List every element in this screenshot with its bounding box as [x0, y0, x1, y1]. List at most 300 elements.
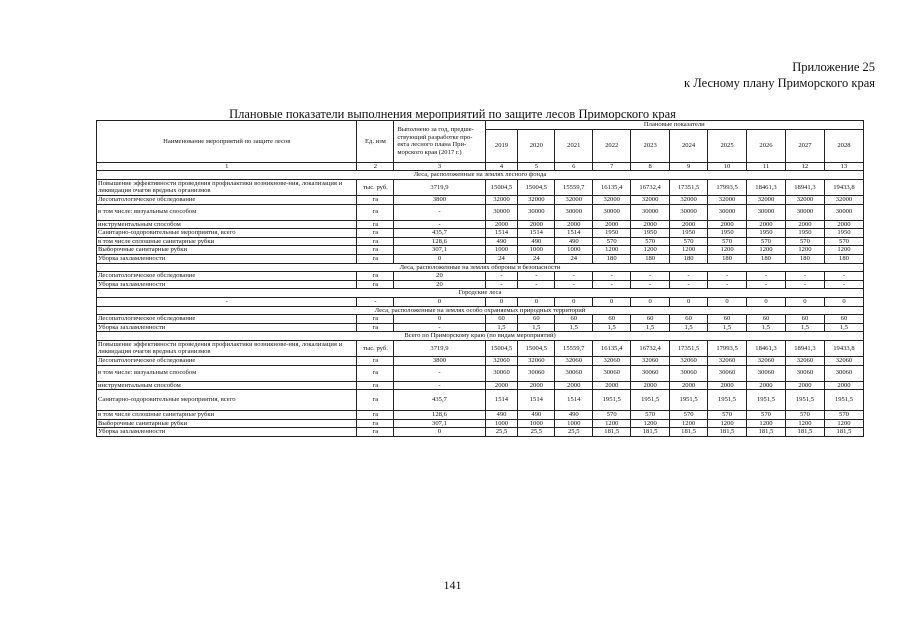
value-cell: 17993,5 — [708, 179, 747, 195]
section-row — [97, 332, 864, 341]
value-cell: 490 — [518, 237, 555, 246]
table-row — [97, 381, 864, 390]
value-cell: 25,5 — [518, 428, 555, 437]
measure-name: Лесопатологическое обследование — [97, 272, 357, 281]
value-cell: 1200 — [631, 419, 670, 428]
value-cell: 570 — [747, 237, 786, 246]
value-cell: 2000 — [824, 381, 863, 390]
value-cell: 60 — [555, 315, 593, 324]
table-row — [97, 229, 864, 238]
value-cell: 1200 — [747, 246, 786, 255]
value-cell: 30060 — [747, 365, 786, 381]
value-cell: 1000 — [555, 246, 593, 255]
value-cell: - — [555, 280, 593, 289]
value-cell: 2000 — [785, 381, 824, 390]
column-number: 1 — [97, 162, 357, 171]
value-cell: 32060 — [708, 357, 747, 366]
value-cell: 1200 — [747, 419, 786, 428]
table-row — [97, 428, 864, 437]
section-row — [97, 289, 864, 298]
header-name: Наименование мероприятий по защите лесов — [97, 121, 357, 163]
value-cell: 435,7 — [394, 390, 485, 411]
value-cell: 32000 — [670, 195, 708, 204]
column-number: 4 — [485, 162, 518, 171]
value-cell: 1,5 — [518, 323, 555, 332]
value-cell: 307,1 — [394, 246, 485, 255]
unit-cell: га — [357, 254, 394, 263]
value-cell: 181,5 — [824, 428, 863, 437]
table-row — [97, 323, 864, 332]
unit-cell: га — [357, 315, 394, 324]
table-row — [97, 220, 864, 229]
value-cell: 0 — [670, 297, 708, 306]
measure-name: Лесопатологическое обследование — [97, 195, 357, 204]
measure-name: Уборка захламленности — [97, 280, 357, 289]
table-row — [97, 204, 864, 220]
value-cell: 32060 — [518, 357, 555, 366]
header-year: 2026 — [747, 129, 786, 162]
unit-cell: га — [357, 357, 394, 366]
value-cell: 2000 — [785, 220, 824, 229]
value-cell: 15004,5 — [485, 179, 518, 195]
table-row — [97, 419, 864, 428]
value-cell: 32060 — [631, 357, 670, 366]
unit-cell: га — [357, 365, 394, 381]
table-row — [97, 272, 864, 281]
value-cell: 32060 — [670, 357, 708, 366]
value-cell: 1951,5 — [785, 390, 824, 411]
value-cell: 1200 — [670, 419, 708, 428]
value-cell: 1200 — [708, 419, 747, 428]
unit-cell: га — [357, 428, 394, 437]
value-cell: 30060 — [631, 365, 670, 381]
header-year: 2020 — [518, 129, 555, 162]
section-title: Леса, расположенные на землях обороны и безопасности — [97, 263, 864, 272]
header-year: 2023 — [631, 129, 670, 162]
measure-name: Выборочные санитарные рубки — [97, 246, 357, 255]
value-cell: 0 — [394, 254, 485, 263]
value-cell: 1200 — [824, 419, 863, 428]
measure-name: Уборка захламленности — [97, 323, 357, 332]
value-cell: 1514 — [518, 390, 555, 411]
value-cell: 1951,5 — [670, 390, 708, 411]
value-cell: 490 — [555, 237, 593, 246]
column-number: 7 — [593, 162, 631, 171]
value-cell: - — [485, 272, 518, 281]
value-cell: 30060 — [593, 365, 631, 381]
value-cell: - — [631, 280, 670, 289]
value-cell: 570 — [631, 237, 670, 246]
unit-cell: га — [357, 237, 394, 246]
value-cell: 180 — [670, 254, 708, 263]
value-cell: 490 — [555, 411, 593, 420]
section-row — [97, 306, 864, 315]
value-cell: 490 — [485, 411, 518, 420]
value-cell: 1200 — [670, 246, 708, 255]
value-cell: 60 — [670, 315, 708, 324]
value-cell: 490 — [485, 237, 518, 246]
measure-name: Лесопатологическое обследование — [97, 357, 357, 366]
column-number: 8 — [631, 162, 670, 171]
value-cell: 60 — [485, 315, 518, 324]
column-number: 9 — [670, 162, 708, 171]
value-cell: 2000 — [555, 381, 593, 390]
column-number: 10 — [708, 162, 747, 171]
header-year: 2019 — [485, 129, 518, 162]
value-cell: - — [708, 280, 747, 289]
unit-cell: га — [357, 220, 394, 229]
section-title: Городские леса — [97, 289, 864, 298]
measure-name: Лесопатологическое обследование — [97, 315, 357, 324]
value-cell: 570 — [785, 411, 824, 420]
value-cell: 2000 — [708, 381, 747, 390]
measure-name: Санитарно-оздоровительные мероприятия, всего — [97, 229, 357, 238]
table-row — [97, 297, 864, 306]
measure-name: инструментальным способом — [97, 381, 357, 390]
value-cell: - — [518, 280, 555, 289]
value-cell: - — [518, 272, 555, 281]
value-cell: 30000 — [747, 204, 786, 220]
value-cell: 30000 — [824, 204, 863, 220]
value-cell: 0 — [631, 297, 670, 306]
value-cell: 32000 — [747, 195, 786, 204]
value-cell: 1950 — [708, 229, 747, 238]
unit-cell: га — [357, 204, 394, 220]
measure-name: Выборочные санитарные рубки — [97, 419, 357, 428]
value-cell: 15559,7 — [555, 179, 593, 195]
value-cell: 1,5 — [485, 323, 518, 332]
value-cell: 570 — [708, 237, 747, 246]
value-cell: 32060 — [747, 357, 786, 366]
value-cell: 2000 — [593, 220, 631, 229]
value-cell: 0 — [394, 297, 485, 306]
value-cell: 60 — [824, 315, 863, 324]
unit-cell: га — [357, 411, 394, 420]
value-cell: 181,5 — [631, 428, 670, 437]
appendix-reference: к Лесному плану Приморского края — [684, 76, 875, 90]
value-cell: 0 — [518, 297, 555, 306]
value-cell: 128,6 — [394, 237, 485, 246]
unit-cell: га — [357, 195, 394, 204]
value-cell: 1200 — [785, 419, 824, 428]
value-cell: 1200 — [708, 246, 747, 255]
value-cell: 32000 — [593, 195, 631, 204]
measure-name: в том числе сплошные санитарные рубки — [97, 411, 357, 420]
value-cell: 570 — [785, 237, 824, 246]
value-cell: 19433,8 — [824, 179, 863, 195]
value-cell: 60 — [747, 315, 786, 324]
value-cell: 30000 — [631, 204, 670, 220]
value-cell: 2000 — [631, 220, 670, 229]
value-cell: 32000 — [518, 195, 555, 204]
value-cell: 1200 — [593, 419, 631, 428]
value-cell: 1514 — [555, 229, 593, 238]
value-cell: 16732,4 — [631, 340, 670, 356]
value-cell: - — [394, 323, 485, 332]
value-cell: 30060 — [824, 365, 863, 381]
value-cell: 18941,3 — [785, 179, 824, 195]
value-cell: 16135,4 — [593, 179, 631, 195]
value-cell: 30060 — [518, 365, 555, 381]
value-cell: 2000 — [708, 220, 747, 229]
table-row — [97, 357, 864, 366]
value-cell: 570 — [824, 411, 863, 420]
value-cell: 1000 — [518, 246, 555, 255]
header-year: 2022 — [593, 129, 631, 162]
value-cell: 1200 — [785, 246, 824, 255]
value-cell: - — [593, 280, 631, 289]
unit-cell: га — [357, 280, 394, 289]
section-title: Всего по Приморскому краю (по видам мероприятий) — [97, 332, 864, 341]
value-cell: - — [785, 280, 824, 289]
table-row — [97, 195, 864, 204]
value-cell: 2000 — [485, 220, 518, 229]
value-cell: 60 — [785, 315, 824, 324]
value-cell: - — [394, 204, 485, 220]
header-done: Выполнено за год, предше-ствующий разработке про-екта лесного плана При-морского края (2017 г.) — [394, 121, 485, 163]
value-cell: 181,5 — [670, 428, 708, 437]
value-cell: 181,5 — [747, 428, 786, 437]
value-cell: 25,5 — [485, 428, 518, 437]
header-year: 2028 — [824, 129, 863, 162]
appendix-caption — [684, 59, 875, 91]
value-cell: 570 — [593, 411, 631, 420]
measure-name: Санитарно-оздоровительные мероприятия, всего — [97, 390, 357, 411]
section-title: Леса, расположенные на землях лесного фонда — [97, 171, 864, 180]
value-cell: 180 — [824, 254, 863, 263]
value-cell: 570 — [670, 411, 708, 420]
value-cell: 1000 — [485, 419, 518, 428]
header-planned: Плановые показатели — [485, 121, 863, 130]
value-cell: 1,5 — [555, 323, 593, 332]
value-cell: 16732,4 — [631, 179, 670, 195]
value-cell: 2000 — [747, 381, 786, 390]
value-cell: 2000 — [485, 381, 518, 390]
value-cell: 180 — [593, 254, 631, 263]
measure-name: - — [97, 297, 357, 306]
value-cell: 2000 — [747, 220, 786, 229]
value-cell: 24 — [518, 254, 555, 263]
value-cell: 18461,3 — [747, 179, 786, 195]
value-cell: 3719,9 — [394, 179, 485, 195]
page-title: Плановые показатели выполнения мероприятий по защите лесов Приморского края — [229, 107, 676, 121]
table-row — [97, 315, 864, 324]
value-cell: 18941,3 — [785, 340, 824, 356]
unit-cell: га — [357, 381, 394, 390]
value-cell: 0 — [708, 297, 747, 306]
value-cell: 1,5 — [593, 323, 631, 332]
value-cell: 60 — [518, 315, 555, 324]
value-cell: - — [747, 280, 786, 289]
value-cell: 3719,9 — [394, 340, 485, 356]
value-cell: 1950 — [593, 229, 631, 238]
table-row — [97, 411, 864, 420]
column-number: 11 — [747, 162, 786, 171]
value-cell: 15004,5 — [518, 179, 555, 195]
value-cell: 30060 — [708, 365, 747, 381]
value-cell: 1951,5 — [631, 390, 670, 411]
value-cell: 15559,7 — [555, 340, 593, 356]
value-cell: 30000 — [708, 204, 747, 220]
header-unit: Ед. изм — [357, 121, 394, 163]
column-number: 2 — [357, 162, 394, 171]
table-row — [97, 365, 864, 381]
value-cell: 30000 — [555, 204, 593, 220]
value-cell: 25,5 — [555, 428, 593, 437]
unit-cell: га — [357, 419, 394, 428]
value-cell: - — [593, 272, 631, 281]
value-cell: 30000 — [593, 204, 631, 220]
value-cell: 32000 — [708, 195, 747, 204]
value-cell: - — [555, 272, 593, 281]
value-cell: - — [631, 272, 670, 281]
value-cell: 1951,5 — [708, 390, 747, 411]
value-cell: 1950 — [785, 229, 824, 238]
value-cell: 60 — [708, 315, 747, 324]
forest-protection-table — [96, 120, 864, 437]
value-cell: - — [708, 272, 747, 281]
value-cell: 2000 — [518, 381, 555, 390]
value-cell: 30060 — [555, 365, 593, 381]
page-number: 141 — [443, 578, 462, 592]
value-cell: - — [785, 272, 824, 281]
value-cell: 30060 — [485, 365, 518, 381]
value-cell: 180 — [785, 254, 824, 263]
column-number: 12 — [785, 162, 824, 171]
value-cell: 1951,5 — [824, 390, 863, 411]
value-cell: 0 — [394, 428, 485, 437]
value-cell: 2000 — [824, 220, 863, 229]
table-body — [97, 162, 864, 436]
unit-cell: тыс. руб. — [357, 340, 394, 356]
value-cell: 32000 — [824, 195, 863, 204]
section-row — [97, 263, 864, 272]
column-number: 5 — [518, 162, 555, 171]
value-cell: 570 — [747, 411, 786, 420]
value-cell: 24 — [555, 254, 593, 263]
value-cell: 128,6 — [394, 411, 485, 420]
value-cell: - — [670, 272, 708, 281]
value-cell: 0 — [785, 297, 824, 306]
header-row — [97, 121, 864, 130]
column-number: 6 — [555, 162, 593, 171]
value-cell: 1200 — [824, 246, 863, 255]
value-cell: 181,5 — [593, 428, 631, 437]
value-cell: 19433,8 — [824, 340, 863, 356]
column-number: 3 — [394, 162, 485, 171]
value-cell: 32060 — [824, 357, 863, 366]
value-cell: 2000 — [593, 381, 631, 390]
value-cell: 570 — [708, 411, 747, 420]
value-cell: 3800 — [394, 195, 485, 204]
value-cell: 570 — [631, 411, 670, 420]
value-cell: 180 — [708, 254, 747, 263]
value-cell: 1000 — [485, 246, 518, 255]
value-cell: 2000 — [555, 220, 593, 229]
value-cell: 60 — [593, 315, 631, 324]
table-row — [97, 390, 864, 411]
value-cell: 30000 — [670, 204, 708, 220]
value-cell: 1950 — [824, 229, 863, 238]
value-cell: 1200 — [593, 246, 631, 255]
value-cell: 1,5 — [785, 323, 824, 332]
value-cell: 0 — [747, 297, 786, 306]
value-cell: 18461,3 — [747, 340, 786, 356]
value-cell: 60 — [631, 315, 670, 324]
value-cell: - — [394, 381, 485, 390]
measure-name: Повышение эффективности проведения профилактики возникнове-ния, локализация и ликвидация очагов вредных организмов — [97, 179, 357, 195]
value-cell: 1,5 — [670, 323, 708, 332]
value-cell: 1200 — [631, 246, 670, 255]
value-cell: 17993,5 — [708, 340, 747, 356]
value-cell: 307,1 — [394, 419, 485, 428]
table-row — [97, 246, 864, 255]
value-cell: 181,5 — [785, 428, 824, 437]
value-cell: 1514 — [555, 390, 593, 411]
measure-name: в том числе: визуальным способом — [97, 204, 357, 220]
value-cell: 0 — [485, 297, 518, 306]
value-cell: 1950 — [631, 229, 670, 238]
measure-name: в том числе сплошные санитарные рубки — [97, 237, 357, 246]
value-cell: 1514 — [518, 229, 555, 238]
value-cell: - — [670, 280, 708, 289]
value-cell: 1,5 — [824, 323, 863, 332]
value-cell: 1,5 — [631, 323, 670, 332]
value-cell: 570 — [824, 237, 863, 246]
table-row — [97, 237, 864, 246]
value-cell: - — [824, 280, 863, 289]
value-cell: 180 — [631, 254, 670, 263]
measure-name: инструментальным способом — [97, 220, 357, 229]
value-cell: 15004,5 — [485, 340, 518, 356]
value-cell: 1514 — [485, 390, 518, 411]
value-cell: 0 — [824, 297, 863, 306]
value-cell: 30000 — [785, 204, 824, 220]
value-cell: 0 — [394, 315, 485, 324]
value-cell: 570 — [670, 237, 708, 246]
value-cell: 3800 — [394, 357, 485, 366]
value-cell: 32060 — [485, 357, 518, 366]
value-cell: 2000 — [631, 381, 670, 390]
header-year: 2024 — [670, 129, 708, 162]
section-title: Леса, расположенные на землях особо охраняемых природных территорий — [97, 306, 864, 315]
value-cell: 1000 — [518, 419, 555, 428]
measure-name: Уборка захламленности — [97, 254, 357, 263]
value-cell: 1951,5 — [593, 390, 631, 411]
value-cell: - — [747, 272, 786, 281]
unit-cell: га — [357, 229, 394, 238]
value-cell: 1000 — [555, 419, 593, 428]
value-cell: 435,7 — [394, 229, 485, 238]
measure-name: Уборка захламленности — [97, 428, 357, 437]
value-cell: 181,5 — [708, 428, 747, 437]
unit-cell: тыс. руб. — [357, 179, 394, 195]
value-cell: 15004,5 — [518, 340, 555, 356]
column-number: 13 — [824, 162, 863, 171]
value-cell: 1,5 — [708, 323, 747, 332]
unit-cell: га — [357, 323, 394, 332]
measure-name: в том числе: визуальным способом — [97, 365, 357, 381]
table-row — [97, 340, 864, 356]
value-cell: 30060 — [670, 365, 708, 381]
unit-cell: - — [357, 297, 394, 306]
value-cell: 1,5 — [747, 323, 786, 332]
value-cell: 2000 — [670, 381, 708, 390]
value-cell: 32000 — [785, 195, 824, 204]
unit-cell: га — [357, 272, 394, 281]
value-cell: 32000 — [631, 195, 670, 204]
value-cell: 2000 — [518, 220, 555, 229]
